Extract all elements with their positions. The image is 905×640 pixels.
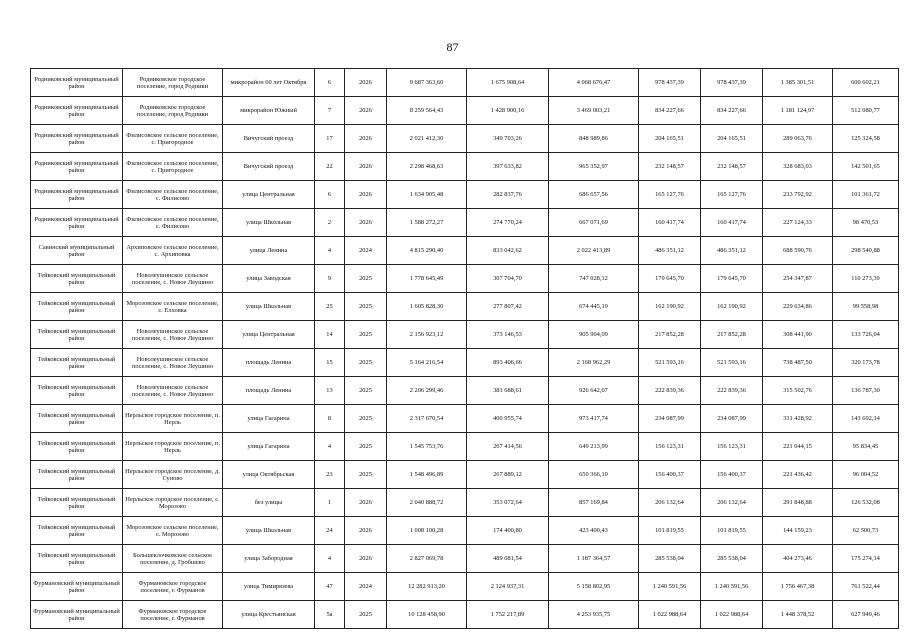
region-share-cell: 973 417,74 xyxy=(549,405,639,433)
table-row xyxy=(31,545,899,573)
region-share-cell: 926 642,07 xyxy=(549,377,639,405)
street-cell: улица Гагарина xyxy=(223,405,315,433)
settlement-cell: Фурмановское городское поселение, г. Фурманов xyxy=(123,601,223,629)
total-cost-cell: 2 040 888,72 xyxy=(387,489,467,517)
district-cell: Родниковский муниципальный район xyxy=(31,181,123,209)
owners-share-cell: 1 022 988,64 xyxy=(701,601,763,629)
extra-share-cell: 761 522,44 xyxy=(833,573,899,601)
extra-share-cell: 96 004,52 xyxy=(833,461,899,489)
year-cell: 2024 xyxy=(345,237,387,265)
local-share-cell: 232 148,57 xyxy=(639,153,701,181)
house-number-cell: 14 xyxy=(315,321,345,349)
local-share-cell: 204 165,51 xyxy=(639,125,701,153)
fund-share-cell: 1 428 900,16 xyxy=(467,97,549,125)
fund-share-cell: 274 770,24 xyxy=(467,209,549,237)
house-number-cell: 8 xyxy=(315,405,345,433)
owners-share-cell: 217 852,28 xyxy=(701,321,763,349)
settlement-cell: Новолеушинское сельское поселение, с. Новое Леушино xyxy=(123,321,223,349)
table-row xyxy=(31,489,899,517)
table-row xyxy=(31,209,899,237)
extra-share-cell: 126 532,08 xyxy=(833,489,899,517)
region-share-cell: 674 445,19 xyxy=(549,293,639,321)
local-share-cell: 222 839,36 xyxy=(639,377,701,405)
total-cost-cell: 1 778 645,49 xyxy=(387,265,467,293)
house-number-cell: 7 xyxy=(315,97,345,125)
other-share-cell: 227 124,33 xyxy=(763,209,833,237)
extra-share-cell: 110 273,39 xyxy=(833,265,899,293)
owners-share-cell: 486 351,12 xyxy=(701,237,763,265)
extra-share-cell: 101 361,72 xyxy=(833,181,899,209)
region-share-cell: 649 213,99 xyxy=(549,433,639,461)
local-share-cell: 521 593,16 xyxy=(639,349,701,377)
local-share-cell: 156 400,37 xyxy=(639,461,701,489)
local-share-cell: 179 645,70 xyxy=(639,265,701,293)
other-share-cell: 738 487,50 xyxy=(763,349,833,377)
house-number-cell: 4 xyxy=(315,237,345,265)
local-share-cell: 486 351,12 xyxy=(639,237,701,265)
other-share-cell: 308 441,90 xyxy=(763,321,833,349)
year-cell: 2026 xyxy=(345,125,387,153)
house-number-cell: 24 xyxy=(315,517,345,545)
region-share-cell: 857 169,84 xyxy=(549,489,639,517)
owners-share-cell: 165 127,76 xyxy=(701,181,763,209)
street-cell: микрорайон 60 лет Октября xyxy=(223,69,315,97)
table-row xyxy=(31,601,899,629)
settlement-cell: Родниковское городское поселение, город Родники xyxy=(123,97,223,125)
fund-share-cell: 373 146,53 xyxy=(467,321,549,349)
table-row xyxy=(31,237,899,265)
region-share-cell: 2 168 962,29 xyxy=(549,349,639,377)
fund-share-cell: 833 042,62 xyxy=(467,237,549,265)
table-row xyxy=(31,573,899,601)
other-share-cell: 1 448 378,52 xyxy=(763,601,833,629)
region-share-cell: 4 253 935,75 xyxy=(549,601,639,629)
other-share-cell: 221 044,15 xyxy=(763,433,833,461)
local-share-cell: 1 022 988,64 xyxy=(639,601,701,629)
local-share-cell: 206 132,64 xyxy=(639,489,701,517)
settlement-cell: Филисовское сельское поселение, с. Филисово xyxy=(123,181,223,209)
fund-share-cell: 2 124 937,31 xyxy=(467,573,549,601)
total-cost-cell: 9 687 363,60 xyxy=(387,69,467,97)
local-share-cell: 285 538,04 xyxy=(639,545,701,573)
settlement-cell: Большеклочковское сельское поселение, д. Гробшево xyxy=(123,545,223,573)
house-number-cell: 23 xyxy=(315,461,345,489)
street-cell: улица Центральная xyxy=(223,321,315,349)
district-cell: Тейковский муниципальный район xyxy=(31,461,123,489)
extra-share-cell: 627 949,46 xyxy=(833,601,899,629)
street-cell: улица Заводская xyxy=(223,265,315,293)
local-share-cell: 834 227,66 xyxy=(639,97,701,125)
year-cell: 2026 xyxy=(345,489,387,517)
region-share-cell: 905 904,09 xyxy=(549,321,639,349)
total-cost-cell: 12 282 913,20 xyxy=(387,573,467,601)
extra-share-cell: 600 602,21 xyxy=(833,69,899,97)
table-row xyxy=(31,517,899,545)
house-number-cell: 13 xyxy=(315,377,345,405)
extra-share-cell: 143 692,14 xyxy=(833,405,899,433)
district-cell: Тейковский муниципальный район xyxy=(31,349,123,377)
street-cell: площадь Ленина xyxy=(223,377,315,405)
settlement-cell: Новолеушинское сельское поселение, с. Новое Леушино xyxy=(123,265,223,293)
total-cost-cell: 1 605 828,30 xyxy=(387,293,467,321)
total-cost-cell: 1 548 496,89 xyxy=(387,461,467,489)
year-cell: 2026 xyxy=(345,97,387,125)
data-table-wrapper xyxy=(30,68,878,629)
other-share-cell: 144 159,23 xyxy=(763,517,833,545)
settlement-cell: Новолеушинское сельское поселение, с. Новое Леушино xyxy=(123,377,223,405)
settlement-cell: Нерльское городское поселение, п. Нерль xyxy=(123,433,223,461)
other-share-cell: 289 063,76 xyxy=(763,125,833,153)
region-share-cell: 2 022 413,89 xyxy=(549,237,639,265)
year-cell: 2025 xyxy=(345,321,387,349)
owners-share-cell: 285 538,04 xyxy=(701,545,763,573)
street-cell: площадь Ленина xyxy=(223,349,315,377)
district-cell: Тейковский муниципальный район xyxy=(31,293,123,321)
region-share-cell: 848 989,86 xyxy=(549,125,639,153)
fund-share-cell: 489 081,54 xyxy=(467,545,549,573)
table-row xyxy=(31,349,899,377)
extra-share-cell: 98 470,53 xyxy=(833,209,899,237)
total-cost-cell: 1 634 905,48 xyxy=(387,181,467,209)
house-number-cell: 47 xyxy=(315,573,345,601)
street-cell: улица Центральная xyxy=(223,181,315,209)
table-row xyxy=(31,377,899,405)
total-cost-cell: 2 156 923,12 xyxy=(387,321,467,349)
table-row xyxy=(31,125,899,153)
extra-share-cell: 298 540,88 xyxy=(833,237,899,265)
year-cell: 2025 xyxy=(345,433,387,461)
settlement-cell: Филисовское сельское поселение, с. Филисово xyxy=(123,209,223,237)
owners-share-cell: 222 839,36 xyxy=(701,377,763,405)
owners-share-cell: 179 645,70 xyxy=(701,265,763,293)
data-table xyxy=(30,68,899,629)
house-number-cell: 2 xyxy=(315,209,345,237)
table-row xyxy=(31,153,899,181)
other-share-cell: 328 683,03 xyxy=(763,153,833,181)
settlement-cell: Фурмановское городское поселение, г. Фурманов xyxy=(123,573,223,601)
other-share-cell: 233 792,92 xyxy=(763,181,833,209)
district-cell: Фурмановский муниципальный район xyxy=(31,601,123,629)
other-share-cell: 229 634,86 xyxy=(763,293,833,321)
owners-share-cell: 521 593,16 xyxy=(701,349,763,377)
extra-share-cell: 95 834,45 xyxy=(833,433,899,461)
district-cell: Тейковский муниципальный район xyxy=(31,405,123,433)
year-cell: 2025 xyxy=(345,405,387,433)
extra-share-cell: 320 173,78 xyxy=(833,349,899,377)
owners-share-cell: 978 437,39 xyxy=(701,69,763,97)
table-row xyxy=(31,181,899,209)
other-share-cell: 1 385 301,51 xyxy=(763,69,833,97)
total-cost-cell: 8 259 564,43 xyxy=(387,97,467,125)
owners-share-cell: 160 417,74 xyxy=(701,209,763,237)
house-number-cell: 17 xyxy=(315,125,345,153)
total-cost-cell: 1 588 272,27 xyxy=(387,209,467,237)
extra-share-cell: 125 324,58 xyxy=(833,125,899,153)
total-cost-cell: 1 545 753,76 xyxy=(387,433,467,461)
street-cell: улица Ленина xyxy=(223,237,315,265)
district-cell: Тейковский муниципальный район xyxy=(31,377,123,405)
fund-share-cell: 893 406,66 xyxy=(467,349,549,377)
extra-share-cell: 99 558,98 xyxy=(833,293,899,321)
settlement-cell: Филисовское сельское поселение, с. Пригородное xyxy=(123,153,223,181)
district-cell: Тейковский муниципальный район xyxy=(31,489,123,517)
extra-share-cell: 133 726,04 xyxy=(833,321,899,349)
owners-share-cell: 101 819,55 xyxy=(701,517,763,545)
owners-share-cell: 234 087,99 xyxy=(701,405,763,433)
local-share-cell: 217 852,28 xyxy=(639,321,701,349)
region-share-cell: 650 366,10 xyxy=(549,461,639,489)
region-share-cell: 686 657,56 xyxy=(549,181,639,209)
other-share-cell: 221 436,42 xyxy=(763,461,833,489)
local-share-cell: 160 417,74 xyxy=(639,209,701,237)
owners-share-cell: 162 190,92 xyxy=(701,293,763,321)
settlement-cell: Родниковское городское поселение, город Родники xyxy=(123,69,223,97)
region-share-cell: 965 352,97 xyxy=(549,153,639,181)
owners-share-cell: 156 400,37 xyxy=(701,461,763,489)
house-number-cell: 1 xyxy=(315,489,345,517)
district-cell: Родниковский муниципальный район xyxy=(31,153,123,181)
owners-share-cell: 204 165,51 xyxy=(701,125,763,153)
region-share-cell: 1 187 364,57 xyxy=(549,545,639,573)
fund-share-cell: 353 072,64 xyxy=(467,489,549,517)
total-cost-cell: 5 164 216,54 xyxy=(387,349,467,377)
street-cell: улица Гагарина xyxy=(223,433,315,461)
fund-share-cell: 307 704,70 xyxy=(467,265,549,293)
total-cost-cell: 4 815 290,40 xyxy=(387,237,467,265)
region-share-cell: 667 071,69 xyxy=(549,209,639,237)
other-share-cell: 291 848,88 xyxy=(763,489,833,517)
house-number-cell: 6 xyxy=(315,181,345,209)
street-cell: микрорайон Южный xyxy=(223,97,315,125)
total-cost-cell: 10 128 458,90 xyxy=(387,601,467,629)
other-share-cell: 315 502,76 xyxy=(763,377,833,405)
house-number-cell: 4 xyxy=(315,545,345,573)
extra-share-cell: 136 787,30 xyxy=(833,377,899,405)
house-number-cell: 25 xyxy=(315,293,345,321)
street-cell: без улицы xyxy=(223,489,315,517)
year-cell: 2024 xyxy=(345,573,387,601)
fund-share-cell: 277 807,42 xyxy=(467,293,549,321)
region-share-cell: 5 158 802,95 xyxy=(549,573,639,601)
house-number-cell: 5а xyxy=(315,601,345,629)
table-row xyxy=(31,69,899,97)
fund-share-cell: 397 633,82 xyxy=(467,153,549,181)
page-number: 87 xyxy=(446,40,459,54)
table-row xyxy=(31,293,899,321)
total-cost-cell: 1 008 100,28 xyxy=(387,517,467,545)
total-cost-cell: 2 298 468,63 xyxy=(387,153,467,181)
street-cell: улица Школьная xyxy=(223,517,315,545)
local-share-cell: 156 123,31 xyxy=(639,433,701,461)
region-share-cell: 423 400,43 xyxy=(549,517,639,545)
region-share-cell: 4 068 676,47 xyxy=(549,69,639,97)
year-cell: 2025 xyxy=(345,461,387,489)
owners-share-cell: 156 123,31 xyxy=(701,433,763,461)
local-share-cell: 162 190,92 xyxy=(639,293,701,321)
district-cell: Родниковский муниципальный район xyxy=(31,209,123,237)
owners-share-cell: 232 148,57 xyxy=(701,153,763,181)
house-number-cell: 22 xyxy=(315,153,345,181)
settlement-cell: Архиповское сельское поселение, с. Архиповка xyxy=(123,237,223,265)
table-row xyxy=(31,321,899,349)
district-cell: Тейковский муниципальный район xyxy=(31,265,123,293)
district-cell: Тейковский муниципальный район xyxy=(31,545,123,573)
year-cell: 2026 xyxy=(345,153,387,181)
local-share-cell: 101 819,55 xyxy=(639,517,701,545)
street-cell: улица Тимирязева xyxy=(223,573,315,601)
local-share-cell: 978 437,39 xyxy=(639,69,701,97)
extra-share-cell: 62 500,73 xyxy=(833,517,899,545)
settlement-cell: Новолеушинское сельское поселение, с. Новое Леушино xyxy=(123,349,223,377)
local-share-cell: 234 087,99 xyxy=(639,405,701,433)
local-share-cell: 1 240 591,56 xyxy=(639,573,701,601)
extra-share-cell: 512 080,77 xyxy=(833,97,899,125)
other-share-cell: 1 756 467,38 xyxy=(763,573,833,601)
street-cell: улица Школьная xyxy=(223,293,315,321)
district-cell: Родниковский муниципальный район xyxy=(31,125,123,153)
district-cell: Родниковский муниципальный район xyxy=(31,97,123,125)
district-cell: Тейковский муниципальный район xyxy=(31,321,123,349)
house-number-cell: 4 xyxy=(315,433,345,461)
region-share-cell: 747 028,12 xyxy=(549,265,639,293)
owners-share-cell: 1 240 591,56 xyxy=(701,573,763,601)
other-share-cell: 1 181 124,97 xyxy=(763,97,833,125)
fund-share-cell: 1 675 908,64 xyxy=(467,69,549,97)
year-cell: 2025 xyxy=(345,601,387,629)
other-share-cell: 404 273,46 xyxy=(763,545,833,573)
house-number-cell: 15 xyxy=(315,349,345,377)
settlement-cell: Филисовское сельское поселение, с. Пригородное xyxy=(123,125,223,153)
other-share-cell: 331 428,92 xyxy=(763,405,833,433)
settlement-cell: Нерльское городское поселение, с. Морозово xyxy=(123,489,223,517)
table-row xyxy=(31,265,899,293)
fund-share-cell: 381 688,61 xyxy=(467,377,549,405)
street-cell: Вичугский проезд xyxy=(223,125,315,153)
street-cell: улица Крестьянская xyxy=(223,601,315,629)
district-cell: Савинский муниципальный район xyxy=(31,237,123,265)
extra-share-cell: 175 274,14 xyxy=(833,545,899,573)
street-cell: улица Октябрьская xyxy=(223,461,315,489)
local-share-cell: 165 127,76 xyxy=(639,181,701,209)
settlement-cell: Нерльское городское поселение, д. Суново xyxy=(123,461,223,489)
other-share-cell: 254 347,87 xyxy=(763,265,833,293)
year-cell: 2026 xyxy=(345,209,387,237)
house-number-cell: 6 xyxy=(315,69,345,97)
total-cost-cell: 2 206 299,46 xyxy=(387,377,467,405)
year-cell: 2026 xyxy=(345,181,387,209)
table-row xyxy=(31,97,899,125)
table-row xyxy=(31,461,899,489)
district-cell: Родниковский муниципальный район xyxy=(31,69,123,97)
fund-share-cell: 267 889,12 xyxy=(467,461,549,489)
year-cell: 2025 xyxy=(345,349,387,377)
house-number-cell: 9 xyxy=(315,265,345,293)
fund-share-cell: 267 414,56 xyxy=(467,433,549,461)
fund-share-cell: 282 837,76 xyxy=(467,181,549,209)
total-cost-cell: 2 827 069,78 xyxy=(387,545,467,573)
total-cost-cell: 2 021 412,30 xyxy=(387,125,467,153)
street-cell: Вичугский проезд xyxy=(223,153,315,181)
region-share-cell: 3 469 003,21 xyxy=(549,97,639,125)
table-row xyxy=(31,405,899,433)
fund-share-cell: 349 703,26 xyxy=(467,125,549,153)
extra-share-cell: 142 501,65 xyxy=(833,153,899,181)
total-cost-cell: 2 317 670,54 xyxy=(387,405,467,433)
fund-share-cell: 174 400,80 xyxy=(467,517,549,545)
year-cell: 2025 xyxy=(345,377,387,405)
year-cell: 2026 xyxy=(345,69,387,97)
district-cell: Тейковский муниципальный район xyxy=(31,517,123,545)
owners-share-cell: 834 227,66 xyxy=(701,97,763,125)
year-cell: 2026 xyxy=(345,545,387,573)
other-share-cell: 688 590,76 xyxy=(763,237,833,265)
district-cell: Фурмановский муниципальный район xyxy=(31,573,123,601)
settlement-cell: Морозовское сельское поселение, с. Морозово xyxy=(123,517,223,545)
table-row xyxy=(31,433,899,461)
street-cell: улица Школьная xyxy=(223,209,315,237)
district-cell: Тейковский муниципальный район xyxy=(31,433,123,461)
year-cell: 2025 xyxy=(345,265,387,293)
year-cell: 2025 xyxy=(345,293,387,321)
fund-share-cell: 1 752 217,89 xyxy=(467,601,549,629)
settlement-cell: Морозовское сельское поселение, с. Елховка xyxy=(123,293,223,321)
settlement-cell: Нерльское городское поселение, п. Нерль xyxy=(123,405,223,433)
street-cell: улица Забородная xyxy=(223,545,315,573)
fund-share-cell: 400 955,74 xyxy=(467,405,549,433)
table-body xyxy=(31,69,899,629)
year-cell: 2026 xyxy=(345,517,387,545)
owners-share-cell: 206 132,64 xyxy=(701,489,763,517)
